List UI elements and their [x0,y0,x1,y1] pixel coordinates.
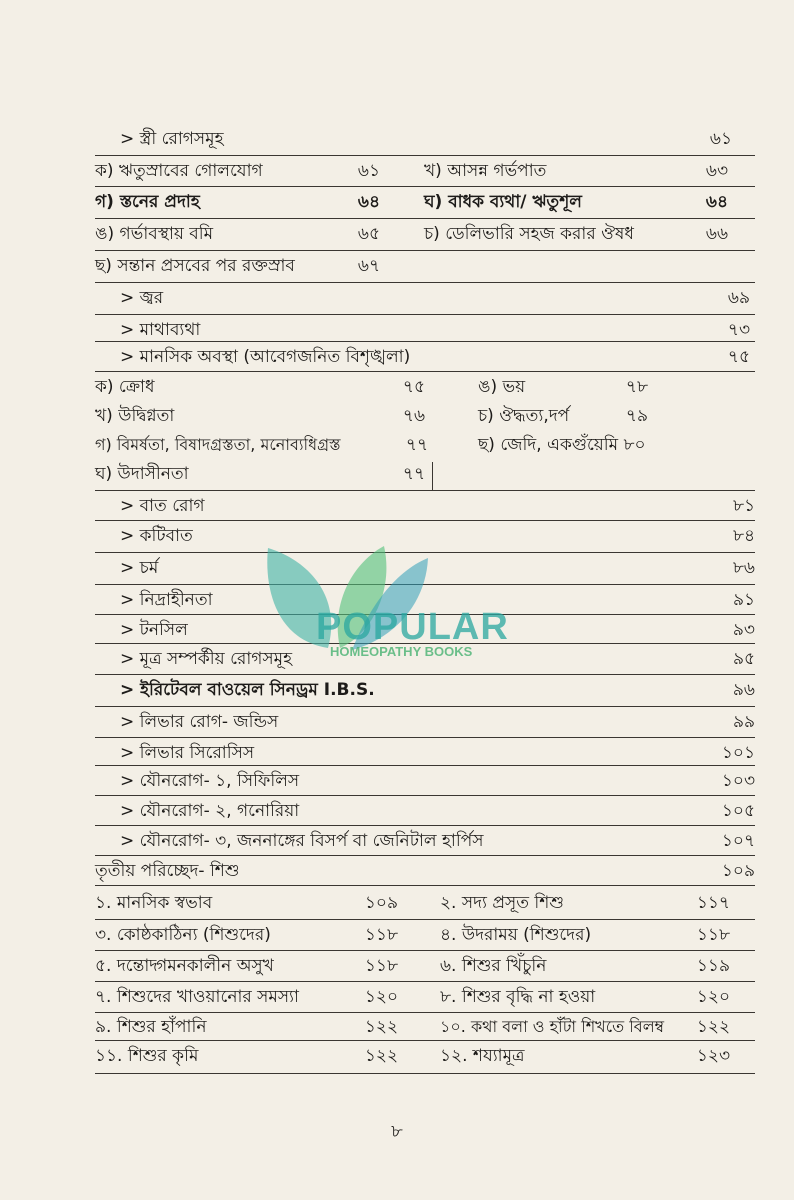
page-number: ৭৮ [625,377,648,397]
page-number: ৯৩ [732,620,755,640]
row-divider [95,825,755,826]
page-number: ১২২ [696,1017,730,1037]
toc-item: ৪. উদরাময় (শিশুদের) [440,925,592,945]
toc-item: ২. সদ্য প্রসূত শিশু [440,893,564,913]
row-divider [95,341,755,342]
page-number: ৯১ [732,590,755,610]
page-number: ১০১ [721,743,755,763]
toc-item: গ) স্তনের প্রদাহ [95,192,200,212]
row-divider [95,520,755,521]
toc-item: ৭. শিশুদের খাওয়ানোর সমস্যা [95,987,299,1007]
page-number: ৭৭ [405,435,428,455]
page-number: ৭৬ [402,406,425,426]
row-divider [95,885,755,886]
toc-item: খ) আসন্ন গর্ভপাত [424,161,547,181]
page-number: ১০৯ [721,861,755,881]
toc-entry: > লিভার রোগ- জন্ডিস [120,712,279,732]
row-divider [95,1012,755,1013]
row-divider [95,186,755,187]
row-divider [95,950,755,951]
toc-item: ১. মানসিক স্বভাব [95,893,213,913]
page-number: ৮৪ [732,526,755,546]
toc-entry: > বাত রোগ [120,496,205,516]
page-number: ৬১ [357,161,380,181]
toc-item: চ) ডেলিভারি সহজ করার ঔষধ [424,224,634,244]
toc-item: ক) ঋতুস্রাবের গোলযোগ [95,161,263,181]
toc-item: ৬. শিশুর খিঁচুনি [440,956,547,976]
page-number: ৬৪ [357,192,380,212]
page-number: ৬৬ [705,224,728,244]
toc-entry: > মাথাব্যথা [120,320,201,340]
page-number: ১২৩ [696,1046,730,1066]
toc-entry: > কটিবাত [120,526,193,546]
row-divider [95,919,755,920]
row-divider [95,218,755,219]
page-number: ৯৫ [732,649,755,669]
page-number: ১০৭ [721,831,755,851]
column-divider [432,462,433,490]
toc-item: ছ) জেদি, একগুঁয়েমি ৮০ [478,435,646,455]
page-number: ৭৭ [402,464,425,484]
page-number: ১২০ [364,987,398,1007]
page-number: ৬৩ [705,161,728,181]
chapter-title: তৃতীয় পরিচ্ছেদ- শিশু [95,861,240,881]
page-number: ৭৩ [727,320,750,340]
page-number: ৬১ [709,129,732,149]
toc-entry: > মূত্র সম্পর্কীয় রোগসমূহ [120,649,293,669]
page-number: ৬৯ [727,288,750,308]
toc-item: ৫. দন্তোদ্গমনকালীন অসুখ [95,956,274,976]
page-number: ১১৯ [696,956,730,976]
page-number: ৯৯ [732,712,755,732]
page-number: ১১৮ [696,925,730,945]
toc-entry: > মানসিক অবস্থা (আবেগজনিত বিশৃঙ্খলা) [120,347,411,367]
row-divider [95,765,755,766]
page-number: ৭৯ [625,406,648,426]
toc-entry: > টনসিল [120,620,188,640]
toc-item: ১০. কথা বলা ও হাঁটা শিখতে বিলম্ব [440,1017,665,1036]
watermark-subtitle: HOMEOPATHY BOOKS [330,644,473,659]
footer-page-number: ৮ [391,1121,403,1142]
toc-item: ঘ) বাধক ব্যথা/ ঋতুশূল [424,192,582,212]
page-number: ৬৪ [705,192,728,212]
toc-heading: > স্ত্রী রোগসমূহ [120,129,224,149]
watermark-title: POPULAR [316,606,509,648]
page-number: ৭৫ [727,347,750,367]
toc-item: ছ) সন্তান প্রসবের পর রক্তস্রাব [95,256,295,276]
page-number: ৮৬ [732,558,755,578]
toc-entry: > নিদ্রাহীনতা [120,590,213,610]
row-divider [95,674,755,675]
row-divider [95,981,755,982]
toc-item: খ) উদ্বিগ্নতা [95,406,175,426]
row-divider [95,795,755,796]
row-divider [95,371,755,372]
row-divider [95,1040,755,1041]
toc-entry: > লিভার সিরোসিস [120,743,255,763]
page-number: ১০৯ [364,893,398,913]
toc-entry: > ইরিটেবল বাওয়েল সিনড্রম I.B.S. [120,680,375,700]
page-number: ৯৬ [732,680,755,700]
toc-entry: > জ্বর [120,288,164,308]
row-divider [95,737,755,738]
toc-item: ১১. শিশুর কৃমি [95,1046,199,1066]
page-number: ১১৮ [364,956,398,976]
toc-item: ১২. শয্যামূত্র [440,1046,525,1066]
toc-item: ৯. শিশুর হাঁপানি [95,1017,207,1037]
page-number: ৭৫ [402,377,425,397]
toc-item: ঙ) গর্ভাবস্থায় বমি [95,224,214,244]
page-number: ১০৫ [721,801,755,821]
page-number: ৮১ [732,496,755,516]
row-divider [95,314,755,315]
row-divider [95,155,755,156]
page-number: ৬৭ [357,256,380,276]
row-divider [95,250,755,251]
page-number: ১১৮ [364,925,398,945]
toc-item: ঘ) উদাসীনতা [95,464,189,484]
page-number: ১০৩ [721,771,755,791]
page-number: ১২২ [364,1017,398,1037]
toc-entry: > যৌনরোগ- ৩, জননাঙ্গের বিসর্প বা জেনিটাল হার্পিস [120,831,484,851]
page-number: ১২০ [696,987,730,1007]
toc-entry: > চর্ম [120,558,159,578]
toc-item: গ) বিমর্ষতা, বিষাদগ্রস্ততা, মনোব্যধিগ্রস্ত [95,435,341,454]
page-number: ১২২ [364,1046,398,1066]
row-divider [95,855,755,856]
toc-item: ঙ) ভয় [478,377,526,397]
row-divider [95,282,755,283]
row-divider [95,490,755,491]
watermark-logo [258,540,548,670]
toc-entry: > যৌনরোগ- ১, সিফিলিস [120,771,300,791]
row-divider [95,706,755,707]
toc-item: ৩. কোষ্ঠকাঠিন্য (শিশুদের) [95,925,271,945]
toc-item: চ) ঔদ্ধত্য,দর্প [478,406,570,426]
row-divider [95,1073,755,1074]
toc-item: ক) ক্রোধ [95,377,155,397]
toc-item: ৮. শিশুর বৃদ্ধি না হওয়া [440,987,596,1007]
page-number: ১১৭ [696,893,730,913]
page-number: ৬৫ [357,224,380,244]
toc-entry: > যৌনরোগ- ২, গনোরিয়া [120,801,300,821]
